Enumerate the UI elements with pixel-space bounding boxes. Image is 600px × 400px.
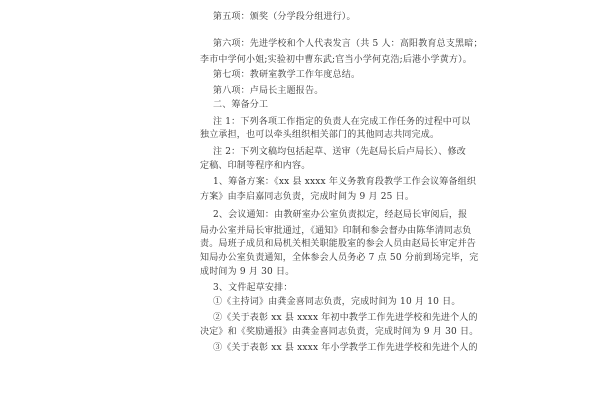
doc-line: 局办公室并局长审批通过，《通知》印制和参会督办由陈华清同志负 xyxy=(200,226,472,236)
doc-line: ①《主持词》由龚金喜同志负责，完成时间为 10 月 10 日。 xyxy=(213,297,461,307)
doc-line: 第六项：先进学校和个人代表发言（共 5 人：高阳教育总支黑暗； xyxy=(213,39,483,49)
doc-line: 李市中学何小姐;实验初中曹东武;官当小学何克浩;后港小学黄方）。 xyxy=(200,55,472,65)
doc-line: 责。局班子成员和局机关相关职能股室的参会人员由赵局长审定并告 xyxy=(200,239,477,249)
doc-line: 独立承担，也可以牵头组织相关部门的其他同志共同完成。 xyxy=(200,130,440,140)
doc-line: ③《关于表彰 xx 县 xxxx 年小学教学工作先进学校和先进个人的 xyxy=(213,343,478,353)
doc-line: 成时间为 9 月 30 日。 xyxy=(200,267,295,277)
doc-line: 注 2：下列文稿均包括起草、送审（先赵局长后卢局长）、修改 xyxy=(213,147,466,157)
doc-line: 第七项：教研室教学工作年度总结。 xyxy=(213,70,361,80)
doc-line: 2、会议通知：由教研室办公室负责拟定，经赵局长审阅后，报 xyxy=(213,210,468,220)
doc-line: 定稿、印制等程序和内容。 xyxy=(200,161,311,171)
doc-line: 方案》由李启嘉同志负责，完成时间为 9 月 25 日。 xyxy=(200,192,415,202)
doc-line: 1、筹备方案：《xx 县 xxxx 年义务教育段教学工作会议筹备组织 xyxy=(213,177,477,187)
doc-line: 知局办公室负责通知，全体参会人员务必 7 点 50 分前到场完毕，完 xyxy=(200,253,479,263)
doc-line: 第五项：颁奖（分学段分组进行）。 xyxy=(213,12,356,22)
doc-line: 3、文件起草安排： xyxy=(213,283,293,293)
doc-line: ②《关于表彰 xx 县 xxxx 年初中教学工作先进学校和先进个人的 xyxy=(213,313,478,323)
doc-line: 第八项：卢局长主题报告。 xyxy=(213,86,324,96)
doc-line: 注 1：下列各项工作指定的负责人在完成工作任务的过程中可以 xyxy=(213,117,471,127)
section-heading: 二、筹备分工 xyxy=(213,100,269,110)
doc-line: 决定》和《奖励通报》由龚金喜同志负责，完成时间为 9 月 30 日。 xyxy=(200,327,479,337)
